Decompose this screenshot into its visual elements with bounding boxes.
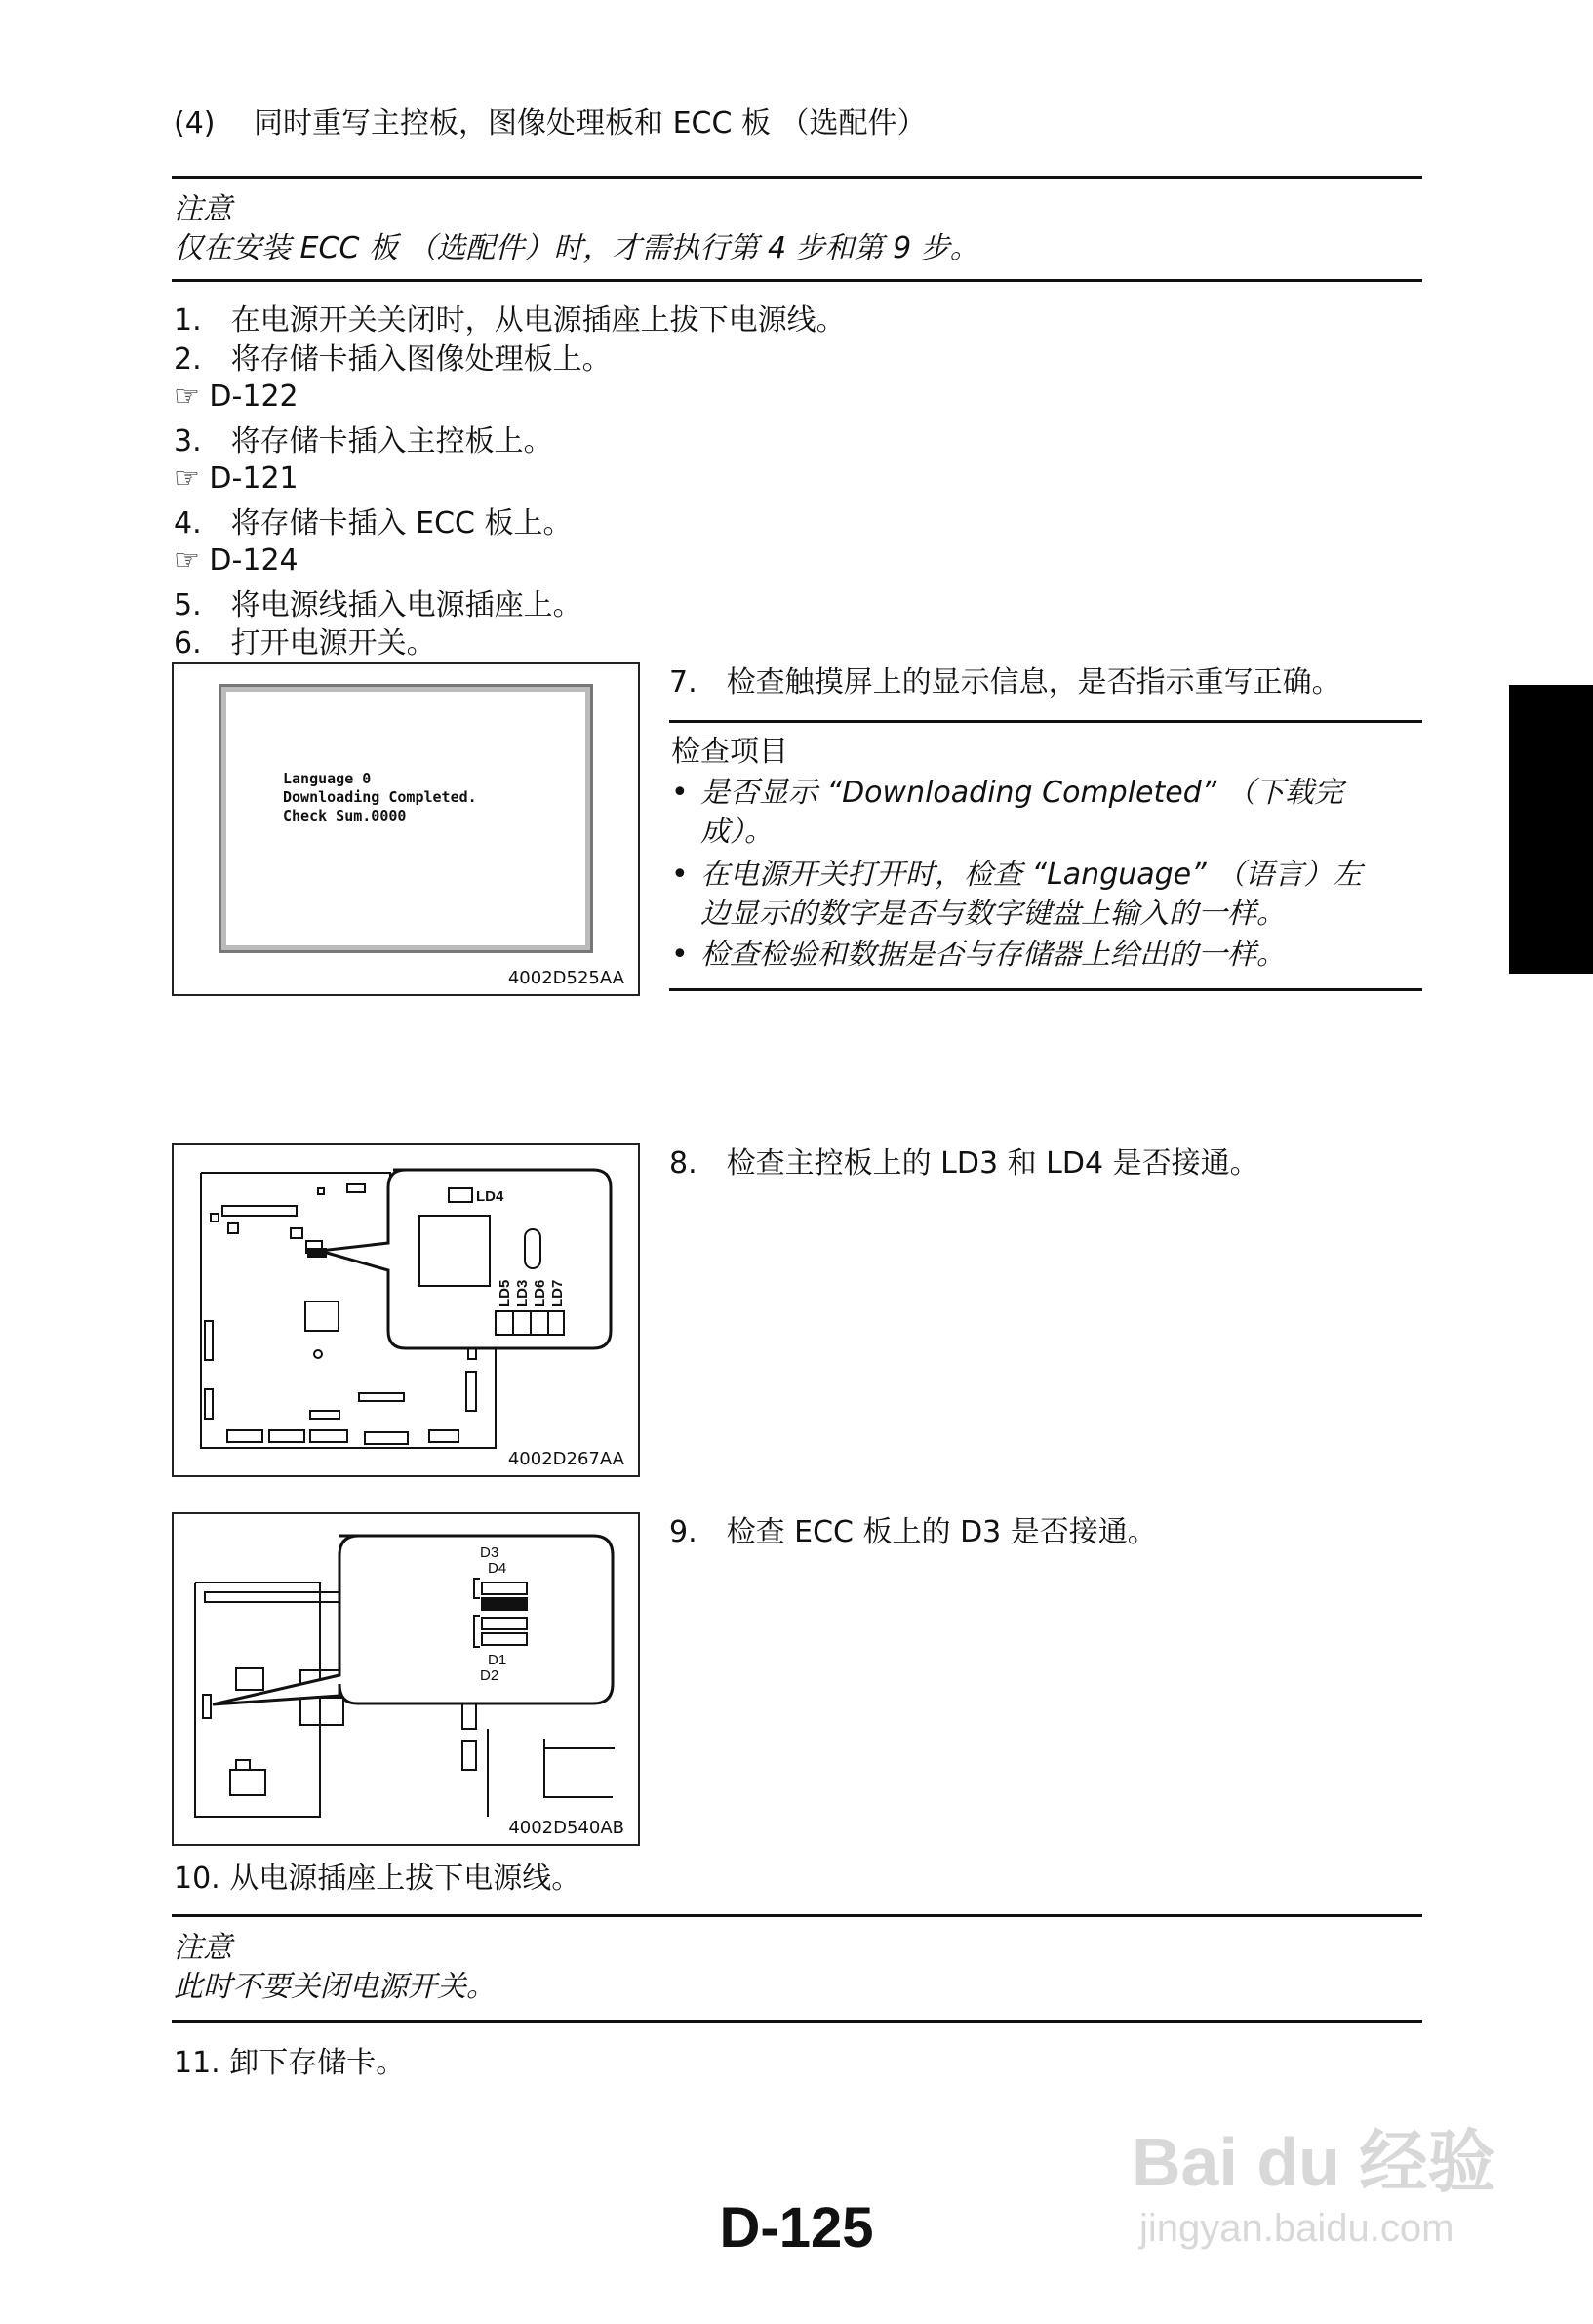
check-item-3: 检查检验和数据是否与存储器上给出的一样。: [700, 938, 1286, 972]
step-1: 1. 在电源开关关闭时，从电源插座上拔下电源线。: [174, 303, 846, 338]
led-label-ld7: LD7: [549, 1279, 566, 1307]
led-label-ld6: LD6: [532, 1279, 548, 1307]
section-title: (4) 同时重写主控板，图像处理板和 ECC 板 （选配件）: [174, 106, 927, 140]
figure-main-board: [172, 1143, 640, 1477]
note2-heading: 注意: [174, 1931, 232, 1965]
figure-screen-display: [172, 662, 640, 996]
led-label-d3: D3: [480, 1544, 499, 1561]
bullet: •: [671, 938, 689, 972]
note-bottom-rule: [172, 279, 1422, 282]
led-label-d2: D2: [480, 1667, 499, 1684]
led-label-d4: D4: [488, 1560, 507, 1577]
check-item-1a: 是否显示 “Downloading Completed” （下载完: [700, 776, 1343, 810]
ref-link-d124[interactable]: ☞ D-124: [174, 543, 299, 578]
main-board-drawing: [174, 1145, 638, 1475]
screen-line-1: Language 0: [283, 770, 372, 787]
step-9: 9. 检查 ECC 板上的 D3 是否接通。: [669, 1515, 1157, 1549]
ref-link-d121[interactable]: ☞ D-121: [174, 461, 299, 496]
step-8: 8. 检查主控板上的 LD3 和 LD4 是否接通。: [669, 1146, 1259, 1181]
check-top-rule: [669, 720, 1422, 723]
bullet: •: [671, 776, 689, 810]
note-top-rule: [172, 176, 1422, 179]
note2-top-rule: [172, 1914, 1422, 1917]
note2-text: 此时不要关闭电源开关。: [174, 1970, 496, 2004]
check-item-1b: 成）。: [700, 815, 774, 849]
bullet: •: [671, 858, 689, 892]
watermark-url: jingyan.baidu.com: [1139, 2207, 1454, 2250]
led-label-ld3: LD3: [514, 1279, 531, 1307]
check-heading: 检查项目: [671, 735, 788, 769]
led-label-ld4: LD4: [476, 1188, 504, 1205]
led-label-d1: D1: [488, 1652, 507, 1668]
watermark-logo: Bai du 经验: [1132, 2124, 1496, 2200]
led-label-ld5: LD5: [497, 1279, 513, 1307]
note-heading: 注意: [174, 192, 232, 226]
check-item-2a: 在电源开关打开时，检查 “Language” （语言）左: [700, 858, 1363, 892]
figure-ecc-board: [172, 1512, 640, 1846]
note2-bottom-rule: [172, 2020, 1422, 2023]
step-3: 3. 将存储卡插入主控板上。: [174, 424, 553, 459]
screen-line-2: Downloading Completed.: [283, 788, 477, 806]
chapter-tab: [1509, 685, 1593, 974]
step-7: 7. 检查触摸屏上的显示信息，是否指示重写正确。: [669, 665, 1341, 700]
step-4: 4. 将存储卡插入 ECC 板上。: [174, 506, 573, 541]
step-11: 11. 卸下存储卡。: [174, 2046, 406, 2080]
check-item-2b: 边显示的数字是否与数字键盘上输入的一样。: [700, 897, 1286, 931]
step-2: 2. 将存储卡插入图像处理板上。: [174, 342, 612, 377]
figure-label: 4002D540AB: [508, 1818, 624, 1838]
step-6: 6. 打开电源开关。: [174, 626, 436, 661]
figure-label: 4002D525AA: [507, 968, 624, 988]
ref-link-d122[interactable]: ☞ D-122: [174, 380, 299, 414]
check-bottom-rule: [669, 988, 1422, 991]
note-text: 仅在安装 ECC 板 （选配件）时，才需执行第 4 步和第 9 步。: [174, 231, 979, 265]
figure-label: 4002D267AA: [507, 1449, 624, 1469]
step-5: 5. 将电源线插入电源插座上。: [174, 588, 582, 622]
ecc-board-drawing: [174, 1514, 638, 1844]
step-10: 10. 从电源插座上拔下电源线。: [174, 1862, 581, 1896]
screen-line-3: Check Sum.0000: [283, 807, 407, 824]
page-number: D-125: [719, 2196, 874, 2260]
